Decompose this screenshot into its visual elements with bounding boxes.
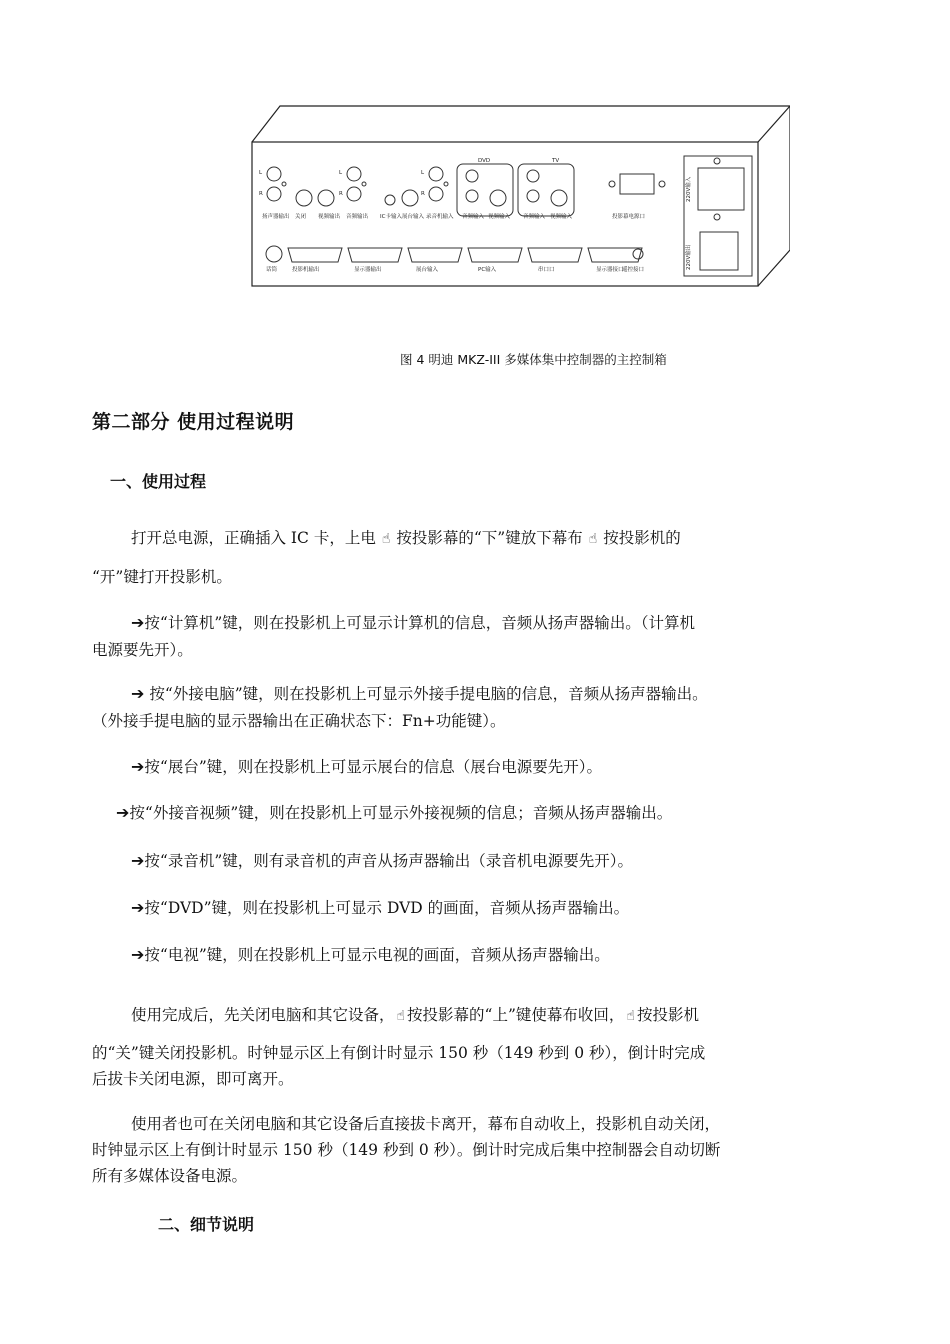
figure-label: 视频输入 (550, 214, 573, 220)
figure-label: IC卡输入 (380, 214, 402, 220)
bullet-line: 电源要先开）。 (92, 641, 193, 659)
paragraph-line: “开”键打开投影机。 (92, 568, 232, 586)
arrow-right-icon: ➔ (131, 945, 145, 964)
dvd-group-label: DVD (478, 158, 491, 164)
paragraph-line: 使用者也可在关闭电脑和其它设备后直接拔卡离开，幕布自动收上，投影机自动关闭， (131, 1115, 721, 1133)
section-heading-details: 二、细节说明 (158, 1215, 255, 1234)
figure-label: PC输入 (478, 267, 497, 273)
pointing-hand-icon: ☝ (626, 1008, 635, 1024)
side-bottom-label: 220V输出 (686, 244, 692, 270)
figure-label: 音频输入 (462, 214, 485, 220)
bullet-line: ➔按“计算机”键，则在投影机上可显示计算机的信息，音频从扬声器输出。（计算机 (131, 613, 696, 632)
paragraph-line: 所有多媒体设备电源。 (92, 1167, 248, 1185)
figure-label: 扬声器输出 (262, 214, 290, 220)
paragraph-line: 时钟显示区上有倒计时显示 150 秒（149 秒到 0 秒）。倒计时完成后集中控制器会自动切断 (92, 1141, 721, 1159)
jack-r-label: R (339, 191, 343, 197)
tv-group-label: TV (552, 158, 560, 164)
control-box-drawing (250, 104, 790, 290)
bullet-line: ➔按“展台”键，则在投影机上可显示展台的信息（展台电源要先开）。 (131, 757, 603, 776)
figure-label: 录音机输入 (426, 214, 454, 220)
arrow-right-icon: ➔ (131, 757, 145, 776)
jack-r-label: R (421, 191, 425, 197)
figure-label: 投影机输出 (292, 267, 320, 273)
section-heading-usage: 一、使用过程 (110, 472, 207, 491)
figure-label: 视频输出 (318, 214, 341, 220)
figure-caption: 图 4 明迪 MKZ-III 多媒体集中控制器的主控制箱 (400, 352, 667, 367)
bullet-line: ➔按“外接音视频”键，则在投影机上可显示外接视频的信息；音频从扬声器输出。 (116, 803, 673, 822)
figure-label: 展台输入 (402, 214, 425, 220)
figure-label: 音频输入 (523, 214, 546, 220)
control-box-figure (250, 104, 790, 290)
jack-l-label: L (421, 170, 425, 176)
paragraph-line: 的“关”键关闭投影机。时钟显示区上有倒计时显示 150 秒（149 秒到 0 秒），倒计时完成 (92, 1044, 706, 1062)
jack-l-label: L (259, 170, 263, 176)
arrow-right-icon: ➔ (131, 851, 145, 870)
paragraph-line: 打开总电源，正确插入 IC 卡，上电 ☝ 按投影幕的“下”键放下幕布 ☝ 按投影机的 (131, 529, 681, 547)
figure-label: 关闭 (295, 214, 307, 220)
figure-label: 遥控接口 (622, 267, 645, 273)
arrow-right-icon: ➔ (131, 898, 145, 917)
figure-label: 串口口 (538, 267, 555, 273)
bullet-line: ➔按“录音机”键，则有录音机的声音从扬声器输出（录音机电源要先开）。 (131, 851, 634, 870)
side-top-label: 220V输入 (686, 176, 692, 202)
figure-label: 话筒 (266, 267, 278, 273)
figure-label: 投影幕电源口 (612, 214, 646, 220)
arrow-right-icon: ➔ (131, 684, 145, 703)
jack-r-label: R (259, 191, 263, 197)
paragraph-line: 使用完成后，先关闭电脑和其它设备， ☝ 按投影幕的“上”键使幕布收回， ☝ 按投影机 (131, 1006, 699, 1024)
arrow-right-icon: ➔ (131, 613, 145, 632)
paragraph-line: 后拔卡关闭电源，即可离开。 (92, 1070, 294, 1088)
figure-label: 显示器输出 (354, 267, 382, 273)
jack-l-label: L (339, 170, 343, 176)
arrow-right-icon: ➔ (116, 803, 130, 822)
bullet-line: ➔按“电视”键，则在投影机上可显示电视的画面，音频从扬声器输出。 (131, 945, 610, 964)
figure-label: 展台输入 (416, 267, 439, 273)
pointing-hand-icon: ☝ (381, 531, 391, 547)
pointing-hand-icon: ☝ (588, 531, 598, 547)
bullet-line: ➔按“DVD”键，则在投影机上可显示 DVD 的画面，音频从扬声器输出。 (131, 898, 630, 917)
bullet-line: ➔ 按“外接电脑”键，则在投影机上可显示外接手提电脑的信息，音频从扬声器输出。 (131, 684, 708, 703)
part-heading: 第二部分 使用过程说明 (92, 411, 295, 433)
figure-label: 音频输出 (346, 214, 369, 220)
pointing-hand-icon: ☝ (396, 1008, 406, 1024)
figure-label: 显示器接口 (596, 267, 624, 273)
figure-label: 视频输入 (488, 214, 511, 220)
bullet-line: （外接手提电脑的显示器输出在正确状态下：Fn+功能键）。 (92, 712, 506, 730)
